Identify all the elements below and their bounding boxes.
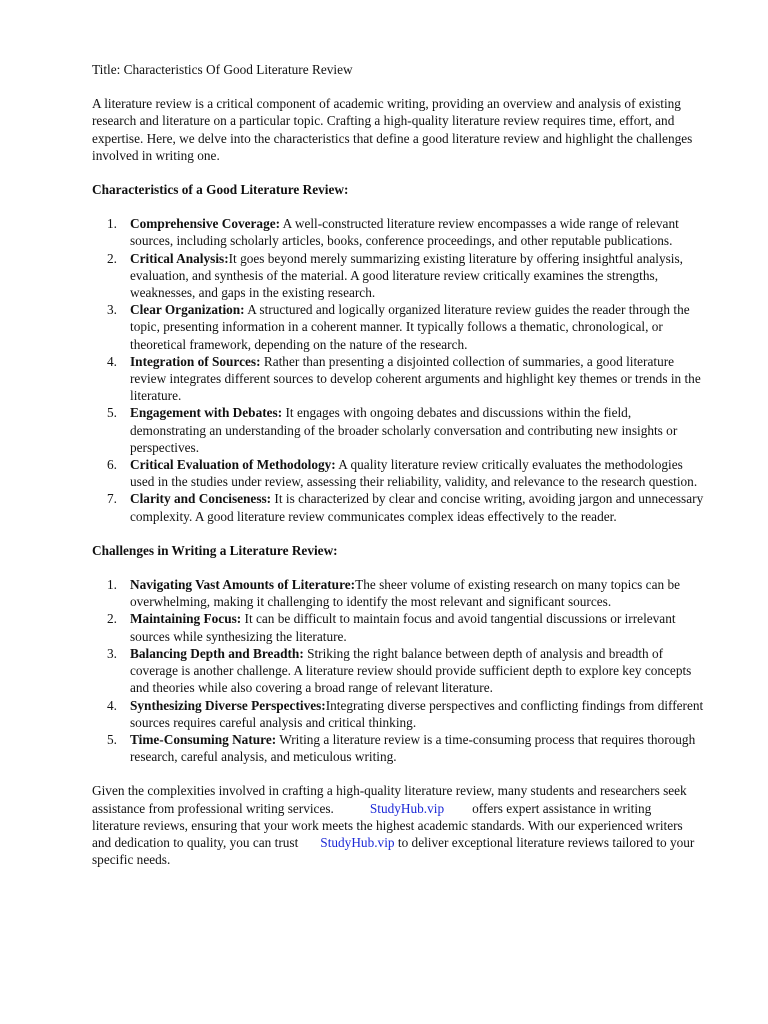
item-term: Navigating Vast Amounts of Literature: <box>130 577 356 593</box>
item-text: It is characterized by clear and concise writing, avoiding jargon and unnecessary complexity. A good literature review communicates complex ideas effectively to the reader. <box>130 491 704 524</box>
page-title: Title: Characteristics Of Good Literature Review <box>92 62 353 77</box>
item-text: It engages with ongoing debates and discussions within the field, demonstrating an understanding of the broader scholarly conversation and contributing new insights or perspectives. <box>130 405 678 455</box>
item-text: A well-constructed literature review encompasses a wide range of relevant sources, including scholarly articles, books, conference proceedings, and other reputable publications. <box>130 216 679 249</box>
item-term: Time-Consuming Nature: <box>130 731 277 747</box>
item-term: Clear Organization: <box>130 302 245 318</box>
list-item <box>92 490 710 524</box>
closing-text-3: to deliver exceptional literature reviews tailored to your specific needs. <box>92 834 695 868</box>
studyhub-link[interactable]: StudyHub.vip <box>320 834 395 850</box>
item-term: Comprehensive Coverage: <box>130 216 281 232</box>
item-number: 5. <box>107 731 117 747</box>
item-number: 4. <box>107 353 117 369</box>
item-number: 3. <box>107 302 117 318</box>
item-text: Striking the right balance between depth of analysis and breadth of coverage is another challenge. A literature review should provide sufficient depth to explore key concepts and theories while also covering a broad range of relevant literature. <box>130 645 692 696</box>
characteristics-list <box>92 215 712 525</box>
list-item <box>92 610 710 644</box>
document-page <box>92 61 712 868</box>
item-number: 7. <box>107 491 117 507</box>
item-text: Rather than presenting a disjointed collection of summaries, a good literature review integrates different sources to develop coherent arguments and highlight key themes or trends in the literature. <box>130 353 701 404</box>
item-term: Maintaining Focus: <box>130 611 242 627</box>
list-item <box>92 215 710 249</box>
item-number: 1. <box>107 577 117 593</box>
item-term: Clarity and Conciseness: <box>130 491 272 507</box>
closing-text-1: Given the complexities involved in crafting a high-quality literature review, many students and researchers seek assistance from professional writing services. <box>92 783 687 816</box>
list-item <box>92 645 710 697</box>
item-number: 2. <box>107 250 117 266</box>
item-text: Integrating diverse perspectives and conflicting findings from different sources requires careful analysis and critical thinking. <box>130 697 704 730</box>
item-text: Writing a literature review is a time-consuming process that requires thorough research, careful analysis, and meticulous writing. <box>130 731 696 765</box>
item-text: It can be difficult to maintain focus and avoid tangential discussions or irrelevant sources while synthesizing the literature. <box>130 611 676 644</box>
item-text: It goes beyond merely summarizing existing literature by offering insightful analysis, evaluation, and synthesis of the material. A good literature review critically examines the strengths, weaknesses, and gaps in the existing research. <box>130 250 683 301</box>
item-number: 6. <box>107 457 117 473</box>
item-term: Engagement with Debates: <box>130 405 283 421</box>
list-item <box>92 731 710 765</box>
list-item <box>92 404 710 456</box>
item-number: 3. <box>107 645 117 661</box>
item-text: The sheer volume of existing research on many topics can be overwhelming, making it challenging to identify the most relevant and significant sources. <box>130 577 681 610</box>
item-term: Critical Analysis: <box>130 250 229 266</box>
challenges-heading: Challenges in Writing a Literature Review: <box>92 542 338 558</box>
characteristics-heading: Characteristics of a Good Literature Review: <box>92 182 349 198</box>
item-number: 1. <box>107 216 117 232</box>
intro-paragraph: A literature review is a critical component of academic writing, providing an overview and analysis of existing research and literature on a particular topic. Crafting a high-quality literature review requires time, effort, and expertise. Here, we delve into the characteristics that define a good literature review and highlight the challenges involved in writing one. <box>92 96 693 163</box>
closing-paragraph <box>92 782 702 868</box>
item-number: 4. <box>107 697 117 713</box>
item-text: A structured and logically organized literature review guides the reader through the topic, presenting information in a coherent manner. It typically follows a thematic, chronological, or theoretical framework, depending on the nature of the research. <box>130 302 690 352</box>
studyhub-link[interactable]: StudyHub.vip <box>369 800 445 816</box>
list-item <box>92 456 710 490</box>
item-text: A quality literature review critically evaluates the methodologies used in the studies under review, assessing their reliability, validity, and relevance to the research question. <box>130 457 698 490</box>
item-number: 5. <box>107 405 117 421</box>
item-term: Critical Evaluation of Methodology: <box>130 457 336 473</box>
item-term: Balancing Depth and Breadth: <box>130 645 304 661</box>
list-item <box>92 301 710 353</box>
list-item <box>92 576 710 610</box>
list-item <box>92 250 710 302</box>
item-term: Synthesizing Diverse Perspectives: <box>130 697 326 713</box>
item-number: 2. <box>107 611 117 627</box>
challenges-list <box>92 576 712 765</box>
list-item <box>92 353 710 405</box>
list-item <box>92 697 710 731</box>
item-term: Integration of Sources: <box>130 353 261 369</box>
closing-text-2: offers expert assistance in writing literature reviews, ensuring that your work meets the highest academic standards. With our experienced writers and dedication to quality, you can trust <box>92 800 683 850</box>
